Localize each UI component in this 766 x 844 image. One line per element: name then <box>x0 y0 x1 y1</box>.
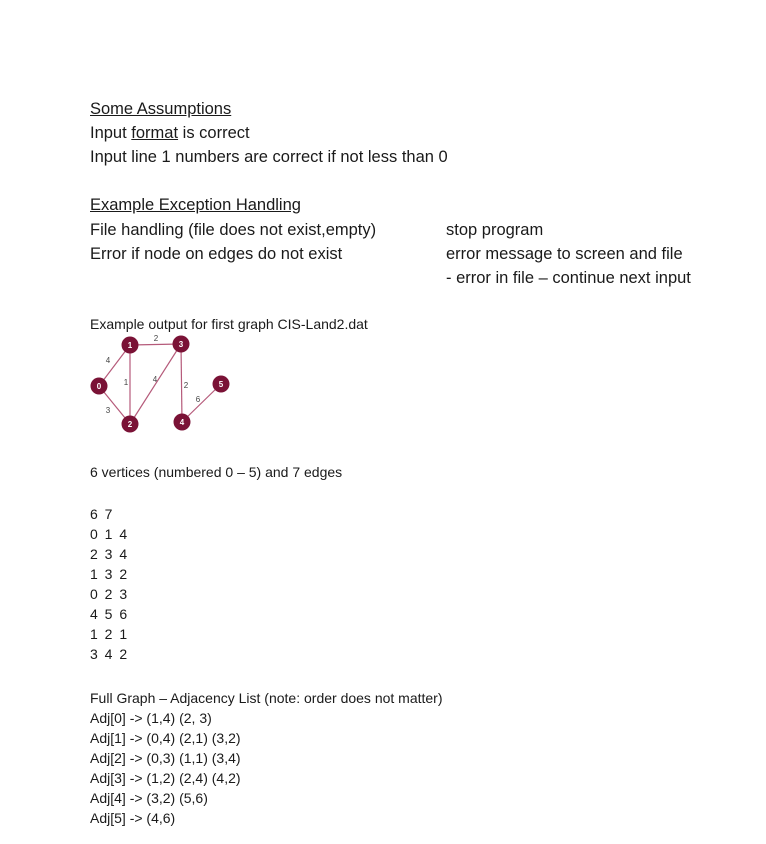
exception-action: - error in file – continue next input <box>446 269 691 287</box>
graph-node-label: 1 <box>127 341 133 350</box>
edge-weight-label: 1 <box>123 378 129 387</box>
graph-edge <box>181 344 182 422</box>
example-caption: Example output for first graph CIS-Land2.dat <box>90 316 368 332</box>
adjacency-row: Adj[1] -> (0,4) (2,1) (3,2) <box>90 730 241 746</box>
graph-node-label: 3 <box>178 340 184 349</box>
weighted-graph-diagram <box>80 328 240 440</box>
assumption-format-suffix: is correct <box>178 124 250 142</box>
graph-edge <box>130 344 181 424</box>
exceptions-heading: Example Exception Handling <box>90 196 301 214</box>
input-line: 1 3 2 <box>90 566 129 582</box>
assumption-format-prefix: Input <box>90 124 132 142</box>
exception-row <box>90 244 750 264</box>
edge-weight-label: 4 <box>152 375 158 384</box>
graph-summary: 6 vertices (numbered 0 – 5) and 7 edges <box>90 464 343 480</box>
assumption-numbers: Input line 1 numbers are correct if not less than 0 <box>90 148 448 166</box>
input-line: 4 5 6 <box>90 606 129 622</box>
exception-condition: Error if node on edges do not exist <box>90 245 343 263</box>
assumption-format-word: format <box>131 124 179 142</box>
edge-weight-label: 6 <box>195 395 201 404</box>
graph-node-label: 2 <box>127 420 133 429</box>
adjacency-heading: Full Graph – Adjacency List (note: order does not matter) <box>90 690 443 706</box>
graph-node-label: 4 <box>179 418 185 427</box>
edge-weight-label: 4 <box>105 356 111 365</box>
adjacency-row: Adj[0] -> (1,4) (2, 3) <box>90 710 212 726</box>
input-line: 2 3 4 <box>90 546 129 562</box>
adjacency-row: Adj[4] -> (3,2) (5,6) <box>90 790 208 806</box>
edge-weight-label: 2 <box>183 381 189 390</box>
adjacency-row: Adj[5] -> (4,6) <box>90 810 176 826</box>
input-line: 6 7 <box>90 506 114 522</box>
edge-weight-label: 2 <box>153 334 159 343</box>
graph-node-label: 0 <box>96 382 102 391</box>
assumption-format <box>90 123 250 143</box>
exception-row <box>90 220 750 240</box>
input-line: 1 2 1 <box>90 626 129 642</box>
exception-action: error message to screen and file <box>446 245 683 263</box>
assumptions-heading: Some Assumptions <box>90 100 232 118</box>
input-line: 3 4 2 <box>90 646 129 662</box>
adjacency-row: Adj[3] -> (1,2) (2,4) (4,2) <box>90 770 241 786</box>
exception-condition: File handling (file does not exist,empty) <box>90 221 377 239</box>
exception-action: stop program <box>446 221 544 239</box>
adjacency-row: Adj[2] -> (0,3) (1,1) (3,4) <box>90 750 241 766</box>
input-line: 0 2 3 <box>90 586 129 602</box>
graph-node-label: 5 <box>218 380 224 389</box>
edge-weight-label: 3 <box>105 406 111 415</box>
input-line: 0 1 4 <box>90 526 129 542</box>
